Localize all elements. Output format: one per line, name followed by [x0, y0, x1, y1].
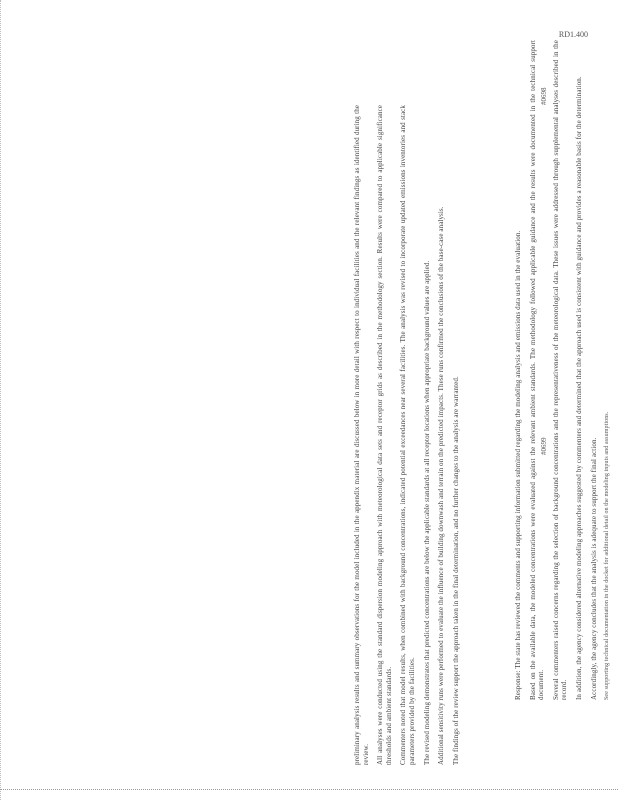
- scan-edge-bottom: [0, 789, 618, 791]
- footnote: See supporting technical documentation in the docket for additional detail on the modeling inputs and assumptions.: [604, 411, 611, 700]
- document-id: RD1.400: [558, 30, 588, 39]
- paragraph: preliminary analysis results and summary observations for the model included in the appendix material are discussed below in more detail with respect to individual facilities and the relevant findings as identified during the review.: [353, 105, 370, 765]
- paragraph: Based on the available data, the modeled concentrations were evaluated against the relevant ambient standards. The methodology followed applicable guidance and the results were documented in the technical support document.: [528, 40, 546, 700]
- paragraph: Additional sensitivity runs were performed to evaluate the influence of building downwash and terrain on the predicted impacts. These runs confirmed the conclusions of the base-case analysis.: [437, 206, 446, 765]
- scan-edge-left: [0, 0, 2, 800]
- paragraph: The findings of the review support the approach taken in the final determination, and no further changes to the analysis are warranted.: [451, 376, 460, 765]
- paragraph: Accordingly, the agency concludes that the analysis is adequate to support the final action.: [589, 437, 598, 700]
- paragraph: Several commenters raised concerns regarding the selection of background concentrations and the representativeness of the meteorological data. These issues were addressed through supplemental analyses described in the record.: [551, 40, 569, 700]
- right-text-column: [514, 40, 618, 700]
- paragraph: The revised modeling demonstrates that predicted concentrations are below the applicable standards at all receptor locations when appropriate background values are applied.: [422, 260, 431, 765]
- paragraph: In addition, the agency considered alternative modeling approaches suggested by commenters and determined that the approach used is consistent with guidance and provides a reasonable basis for the determination.: [574, 76, 583, 700]
- page-number-left: #0699: [540, 437, 548, 455]
- paragraph: All analyses were conducted using the standard dispersion modeling approach with meteorological data sets and receptor grids as described in the methodology section. Results were compared to applicable significance thresholds and ambient standards.: [376, 105, 393, 765]
- page-number-right: #0698: [540, 87, 548, 105]
- paragraph: Response: The state has reviewed the comments and supporting information submitted regarding the modeling analysis and emissions data used in the evaluation.: [514, 230, 522, 700]
- paragraph: Commenters noted that model results, when combined with background concentrations, indicated potential exceedances near several facilities. The analysis was revised to incorporate updated emissions inventories and stack parameters provided by the facilities.: [399, 105, 416, 765]
